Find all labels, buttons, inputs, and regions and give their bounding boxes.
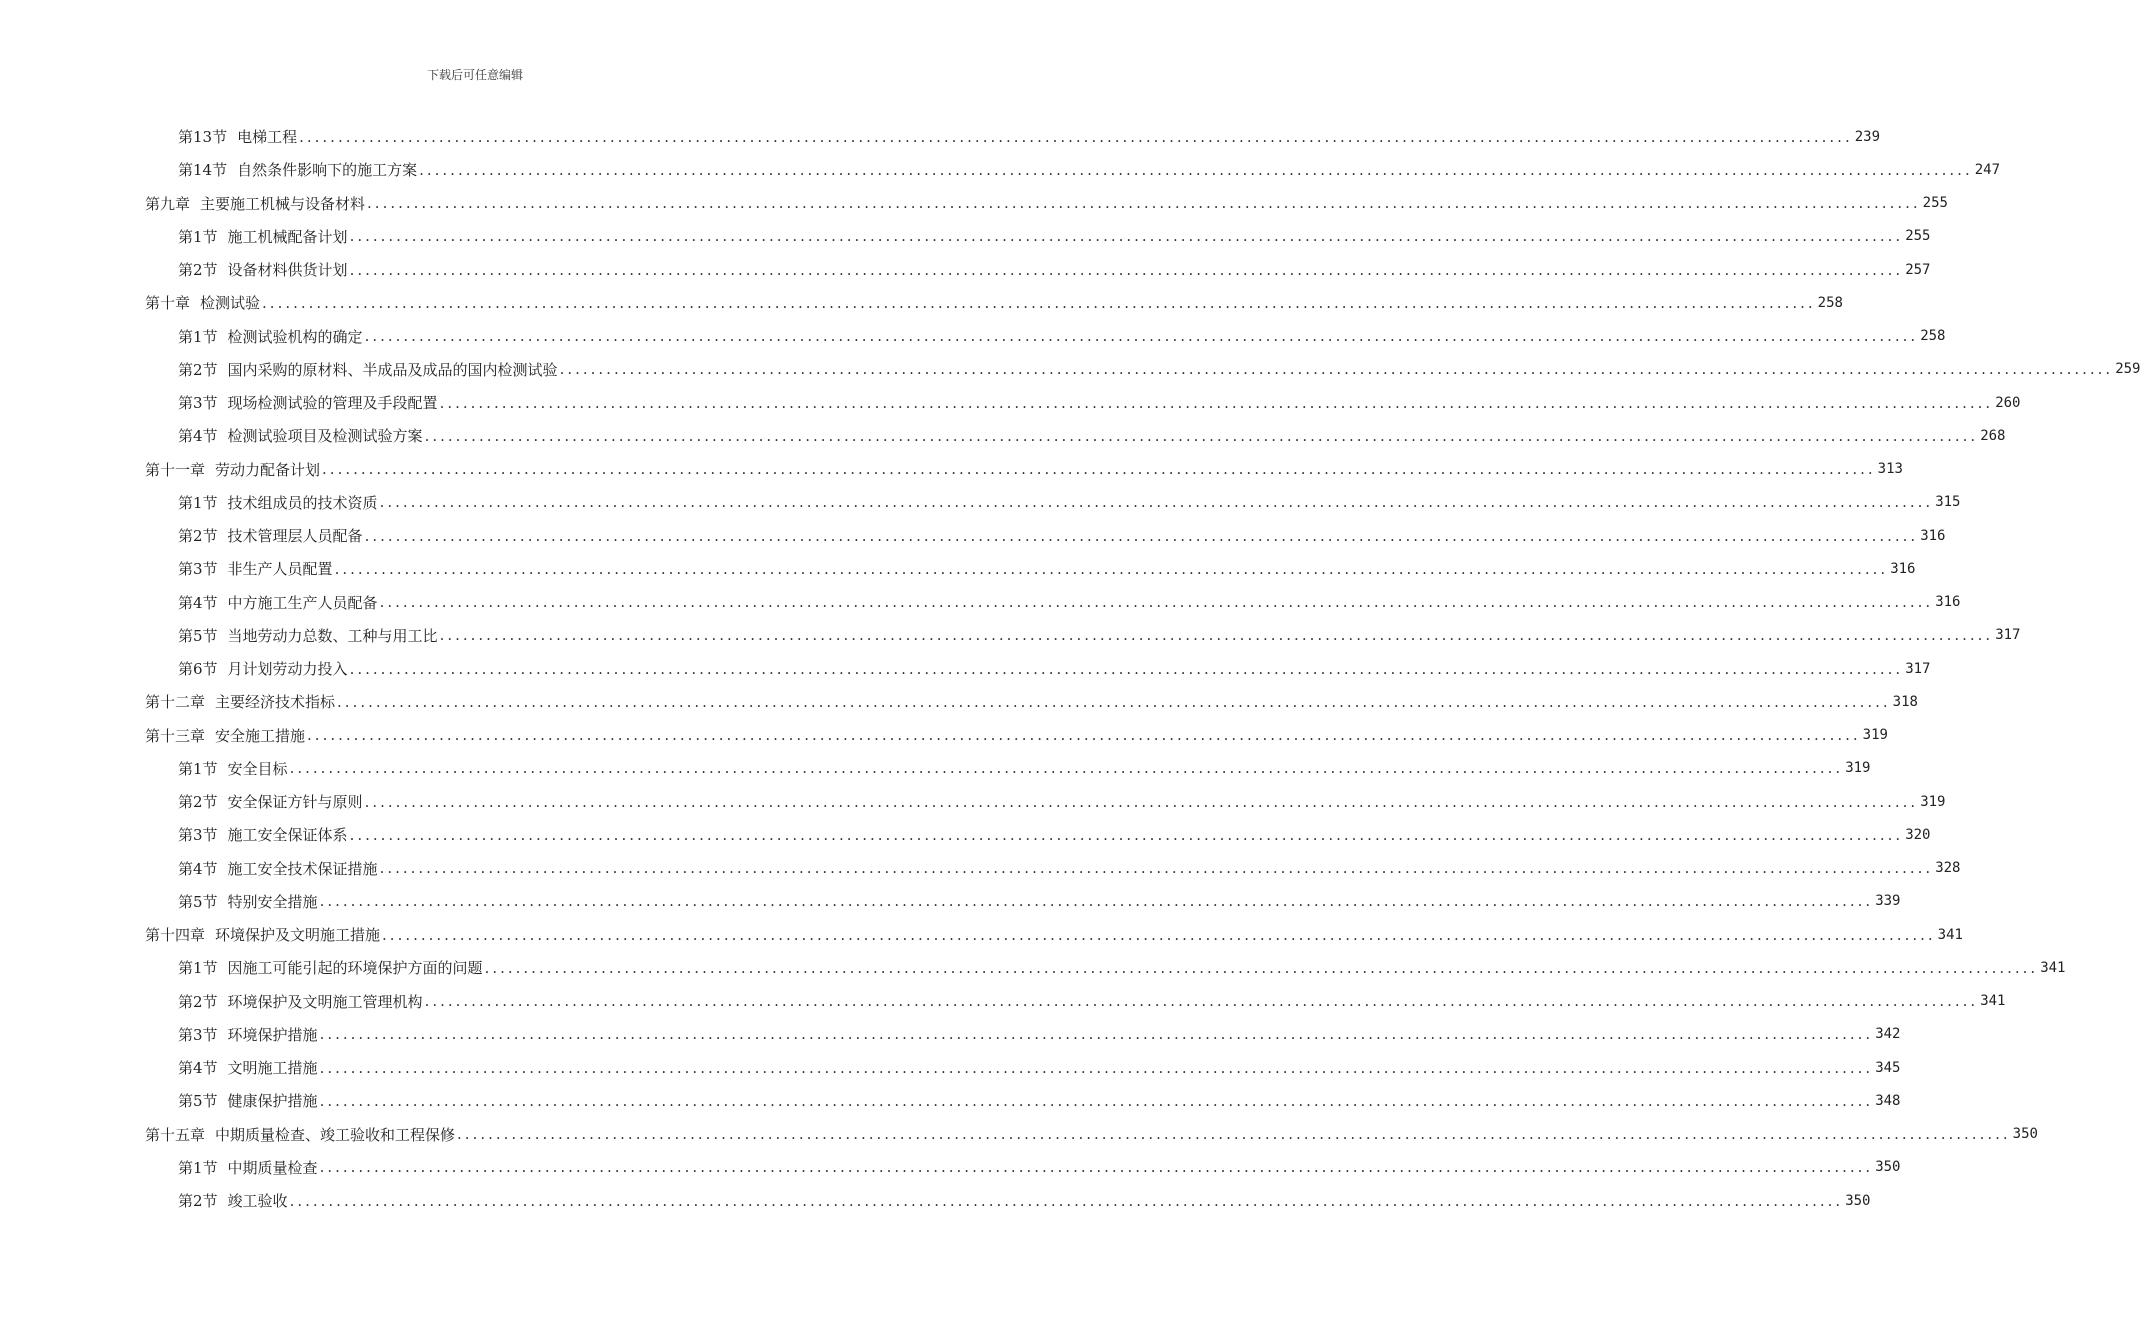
toc-section-entry[interactable] [178, 253, 1931, 286]
toc-entry-title: 施工机械配备计划 [227, 227, 348, 246]
toc-entry-number: 第十四章 [145, 926, 206, 944]
toc-entry-label [178, 625, 438, 646]
toc-dot-leader: ........................................................................................................................................................................................................ [379, 593, 1934, 611]
toc-entry-label [178, 492, 378, 513]
toc-entry-title: 中方施工生产人员配备 [227, 593, 378, 612]
toc-entry-title: 劳动力配备计划 [215, 460, 321, 479]
toc-entry-number: 第4节 [178, 1059, 218, 1077]
toc-entry-label [145, 193, 365, 214]
toc-entry-number: 第4节 [178, 859, 218, 878]
toc-entry-number: 第十章 [145, 294, 191, 313]
toc-page-number: 239 [1854, 128, 1881, 145]
toc-entry-label [178, 592, 378, 613]
toc-entry-number: 第3节 [178, 394, 218, 412]
toc-dot-leader: ........................................................................................................................................................................................................ [364, 526, 1919, 545]
toc-section-entry[interactable] [178, 985, 2006, 1018]
toc-dot-leader: ........................................................................................................................................................................................................ [424, 992, 1979, 1010]
toc-dot-leader: ........................................................................................................................................................................................................ [419, 160, 1973, 179]
toc-page-number: 319 [1845, 760, 1871, 777]
toc-page-number: 315 [1935, 494, 1961, 511]
toc-section-entry[interactable] [178, 652, 1931, 685]
toc-page-number: 255 [1922, 195, 1948, 211]
toc-entry-number: 第13节 [178, 128, 228, 146]
toc-entry-number: 第1节 [178, 759, 218, 778]
toc-page-number: 255 [1905, 228, 1931, 245]
toc-entry-title: 安全保证方针与原则 [227, 793, 363, 811]
toc-section-entry[interactable] [178, 120, 1881, 153]
toc-entry-label [178, 525, 363, 546]
toc-entry-title: 主要施工机械与设备材料 [200, 194, 366, 213]
toc-page-number: 318 [1892, 693, 1918, 710]
toc-section-entry[interactable] [178, 386, 2021, 419]
toc-entry-title: 环境保护措施 [227, 1025, 318, 1044]
toc-entry-title: 技术组成员的技术资质 [227, 493, 378, 512]
toc-entry-title: 当地劳动力总数、工种与用工比 [227, 626, 438, 645]
toc-chapter-entry[interactable] [145, 453, 1903, 486]
toc-section-entry[interactable] [178, 1051, 1901, 1084]
toc-entry-title: 自然条件影响下的施工方案 [237, 161, 418, 180]
toc-section-entry[interactable] [178, 852, 1961, 885]
toc-page-number: 313 [1877, 461, 1903, 477]
toc-dot-leader: ........................................................................................................................................................................................................ [559, 360, 2114, 379]
toc-page-number: 350 [1875, 1159, 1901, 1176]
toc-page-number: 319 [1862, 727, 1888, 743]
toc-entry-number: 第2节 [178, 992, 218, 1011]
toc-dot-leader: ........................................................................................................................................................................................................ [439, 393, 1994, 412]
toc-entry-number: 第十一章 [145, 460, 206, 479]
toc-section-entry[interactable] [178, 320, 1946, 353]
toc-section-entry[interactable] [178, 1151, 1901, 1184]
toc-entry-title: 文明施工措施 [227, 1059, 318, 1077]
toc-entry-label [178, 392, 438, 413]
toc-dot-leader: ........................................................................................................................................................................................................ [382, 925, 1936, 944]
toc-page-number: 258 [1817, 294, 1843, 311]
toc-entry-label [145, 691, 335, 712]
toc-entry-label [178, 1090, 318, 1111]
toc-dot-leader: ........................................................................................................................................................................................................ [379, 859, 1934, 877]
toc-entry-label [178, 159, 417, 180]
toc-entry-label [178, 1057, 318, 1078]
toc-entry-title: 检测试验机构的确定 [227, 327, 363, 346]
toc-entry-label [178, 326, 363, 347]
toc-entry-number: 第2节 [178, 261, 218, 279]
toc-entry-number: 第2节 [178, 1192, 218, 1210]
toc-entry-number: 第1节 [178, 959, 218, 978]
toc-entry-title: 技术管理层人员配备 [227, 527, 363, 545]
toc-entry-label [145, 924, 380, 945]
toc-section-entry[interactable] [178, 1018, 1901, 1051]
toc-entry-number: 第十二章 [145, 693, 206, 712]
toc-entry-number: 第十五章 [145, 1125, 206, 1144]
toc-dot-leader: ........................................................................................................................................................................................................ [457, 1125, 2011, 1143]
toc-dot-leader: ........................................................................................................................................................................................................ [334, 559, 1889, 578]
toc-page-number: 341 [1980, 993, 2006, 1009]
toc-page-number: 259 [2115, 361, 2140, 378]
toc-chapter-entry[interactable] [145, 685, 1918, 718]
toc-section-entry[interactable] [178, 1184, 1871, 1217]
toc-dot-leader: ........................................................................................................................................................................................................ [349, 659, 1904, 678]
toc-entry-title: 中期质量检查 [227, 1158, 318, 1177]
toc-entry-title: 环境保护及文明施工管理机构 [227, 992, 423, 1011]
toc-entry-label [145, 459, 320, 480]
toc-dot-leader: ........................................................................................................................................................................................................ [322, 460, 1876, 478]
toc-entry-number: 第4节 [178, 593, 218, 612]
toc-entry-title: 安全目标 [227, 759, 288, 778]
toc-entry-label [178, 891, 318, 912]
toc-entry-title: 施工安全保证体系 [227, 826, 348, 845]
toc-page-number: 268 [1980, 427, 2006, 444]
toc-dot-leader: ........................................................................................................................................................................................................ [364, 792, 1919, 811]
toc-chapter-entry[interactable] [145, 719, 1888, 752]
toc-entry-number: 第3节 [178, 560, 218, 579]
toc-entry-label [178, 226, 348, 247]
toc-entry-number: 第2节 [178, 527, 218, 545]
toc-entry-title: 施工安全技术保证措施 [227, 859, 378, 878]
toc-entry-label [145, 725, 305, 746]
toc-entry-title: 国内采购的原材料、半成品及成品的国内检测试验 [227, 360, 558, 379]
toc-page-number: 320 [1905, 826, 1931, 843]
toc-dot-leader: ........................................................................................................................................................................................................ [337, 692, 1891, 711]
toc-entry-title: 检测试验项目及检测试验方案 [227, 427, 423, 446]
toc-entry-title: 中期质量检查、竣工验收和工程保修 [215, 1125, 456, 1144]
toc-page-number: 348 [1875, 1092, 1901, 1109]
toc-dot-leader: ........................................................................................................................................................................................................ [379, 493, 1934, 512]
toc-dot-leader: ........................................................................................................................................................................................................ [262, 293, 1816, 312]
toc-dot-leader: ........................................................................................................................................................................................................ [424, 426, 1979, 445]
toc-entry-title: 电梯工程 [237, 128, 298, 146]
toc-section-entry[interactable] [178, 153, 2001, 186]
toc-section-entry[interactable] [178, 885, 1901, 918]
toc-entry-title: 主要经济技术指标 [215, 693, 336, 712]
toc-entry-number: 第5节 [178, 1092, 218, 1111]
toc-entry-title: 健康保护措施 [227, 1092, 318, 1111]
toc-entry-number: 第十三章 [145, 726, 206, 745]
toc-section-entry[interactable] [178, 552, 1916, 585]
toc-chapter-entry[interactable] [145, 1118, 2038, 1151]
toc-dot-leader: ........................................................................................................................................................................................................ [319, 1058, 1874, 1077]
toc-entry-number: 第1节 [178, 327, 218, 346]
toc-page-number: 350 [1845, 1192, 1871, 1209]
toc-section-entry[interactable] [178, 519, 1946, 552]
toc-entry-number: 第2节 [178, 360, 218, 379]
toc-page-number: 260 [1995, 394, 2021, 411]
toc-dot-leader: ........................................................................................................................................................................................................ [289, 1191, 1844, 1210]
toc-entry-number: 第2节 [178, 793, 218, 811]
toc-entry-label [178, 957, 483, 978]
toc-page-number: 328 [1935, 860, 1961, 876]
toc-entry-label [145, 1124, 455, 1145]
toc-dot-leader: ........................................................................................................................................................................................................ [349, 227, 1904, 246]
toc-page-number: 319 [1920, 793, 1946, 810]
toc-page-number: 341 [1937, 926, 1963, 943]
toc-section-entry[interactable] [178, 752, 1871, 785]
toc-page-number: 341 [2040, 959, 2066, 976]
toc-page-number: 339 [1875, 893, 1901, 910]
toc-entry-number: 第5节 [178, 892, 218, 911]
toc-entry-label [178, 558, 333, 579]
toc-section-entry[interactable] [178, 353, 2140, 386]
toc-entry-label [178, 658, 348, 679]
toc-page-number: 247 [1974, 161, 2001, 178]
toc-entry-label [178, 126, 297, 147]
toc-page-number: 345 [1875, 1059, 1901, 1076]
toc-entry-label [178, 259, 348, 280]
toc-entry-number: 第九章 [145, 194, 191, 213]
toc-entry-label [178, 1024, 318, 1045]
toc-page-number: 342 [1875, 1026, 1901, 1043]
toc-section-entry[interactable] [178, 1084, 1901, 1117]
toc-page-number: 316 [1890, 560, 1916, 577]
toc-page-number: 257 [1905, 261, 1931, 278]
toc-entry-number: 第3节 [178, 826, 218, 845]
toc-dot-leader: ........................................................................................................................................................................................................ [367, 194, 1921, 212]
toc-dot-leader: ........................................................................................................................................................................................................ [349, 260, 1904, 279]
toc-entry-title: 现场检测试验的管理及手段配置 [227, 394, 438, 412]
toc-entry-number: 第4节 [178, 427, 218, 446]
toc-entry-title: 设备材料供货计划 [227, 261, 348, 279]
toc-page-number: 316 [1935, 594, 1961, 610]
toc-entry-title: 竣工验收 [227, 1192, 288, 1210]
toc-entry-label [178, 425, 423, 446]
toc-dot-leader: ........................................................................................................................................................................................................ [319, 1158, 1874, 1177]
toc-page-number: 350 [2012, 1126, 2038, 1142]
toc-section-entry[interactable] [178, 785, 1946, 818]
toc-entry-label [178, 791, 363, 812]
toc-dot-leader: ........................................................................................................................................................................................................ [349, 825, 1904, 844]
toc-dot-leader: ........................................................................................................................................................................................................ [319, 1091, 1874, 1110]
toc-entry-label [178, 991, 423, 1012]
toc-entry-title: 检测试验 [200, 294, 261, 313]
toc-entry-title: 因施工可能引起的环境保护方面的问题 [227, 959, 483, 978]
toc-entry-label [145, 292, 260, 313]
toc-entry-number: 第3节 [178, 1025, 218, 1044]
toc-entry-label [178, 1157, 318, 1178]
toc-entry-number: 第6节 [178, 660, 218, 678]
toc-entry-number: 第1节 [178, 227, 218, 246]
toc-entry-label [178, 858, 378, 879]
toc-dot-leader: ........................................................................................................................................................................................................ [307, 726, 1861, 744]
toc-dot-leader: ........................................................................................................................................................................................................ [484, 958, 2039, 977]
toc-dot-leader: ........................................................................................................................................................................................................ [299, 127, 1853, 146]
toc-page-number: 317 [1905, 660, 1931, 677]
toc-page-number: 316 [1920, 527, 1946, 544]
toc-entry-title: 月计划劳动力投入 [227, 660, 348, 678]
toc-chapter-entry[interactable] [145, 187, 1948, 220]
toc-entry-label [178, 1190, 288, 1211]
toc-page-number: 317 [1995, 627, 2021, 644]
toc-section-entry[interactable] [178, 586, 1961, 619]
toc-section-entry[interactable] [178, 220, 1931, 253]
toc-entry-label [178, 359, 558, 380]
toc-entry-title: 安全施工措施 [215, 726, 306, 745]
toc-dot-leader: ........................................................................................................................................................................................................ [439, 626, 1994, 645]
toc-entry-title: 非生产人员配置 [227, 560, 333, 579]
toc-entry-number: 第5节 [178, 626, 218, 645]
toc-entry-number: 第1节 [178, 493, 218, 512]
toc-chapter-entry[interactable] [145, 918, 1963, 951]
toc-section-entry[interactable] [178, 486, 1961, 519]
toc-section-entry[interactable] [178, 619, 2021, 652]
toc-entry-label [178, 758, 288, 779]
toc-page-number: 258 [1920, 328, 1946, 344]
toc-entry-number: 第14节 [178, 161, 228, 180]
toc-chapter-entry[interactable] [145, 286, 1843, 319]
toc-dot-leader: ........................................................................................................................................................................................................ [364, 327, 1919, 345]
toc-entry-label [178, 824, 348, 845]
toc-section-entry[interactable] [178, 419, 2006, 452]
toc-section-entry[interactable] [178, 951, 2066, 984]
toc-section-entry[interactable] [178, 818, 1931, 851]
page-header: 下载后可任意编辑 [426, 68, 523, 82]
toc-entry-title: 环境保护及文明施工措施 [215, 926, 381, 944]
toc-entry-title: 特别安全措施 [227, 892, 318, 911]
toc-dot-leader: ........................................................................................................................................................................................................ [319, 1025, 1874, 1044]
toc-dot-leader: ........................................................................................................................................................................................................ [319, 892, 1874, 911]
toc-entry-number: 第1节 [178, 1158, 218, 1177]
toc-dot-leader: ........................................................................................................................................................................................................ [289, 759, 1844, 778]
